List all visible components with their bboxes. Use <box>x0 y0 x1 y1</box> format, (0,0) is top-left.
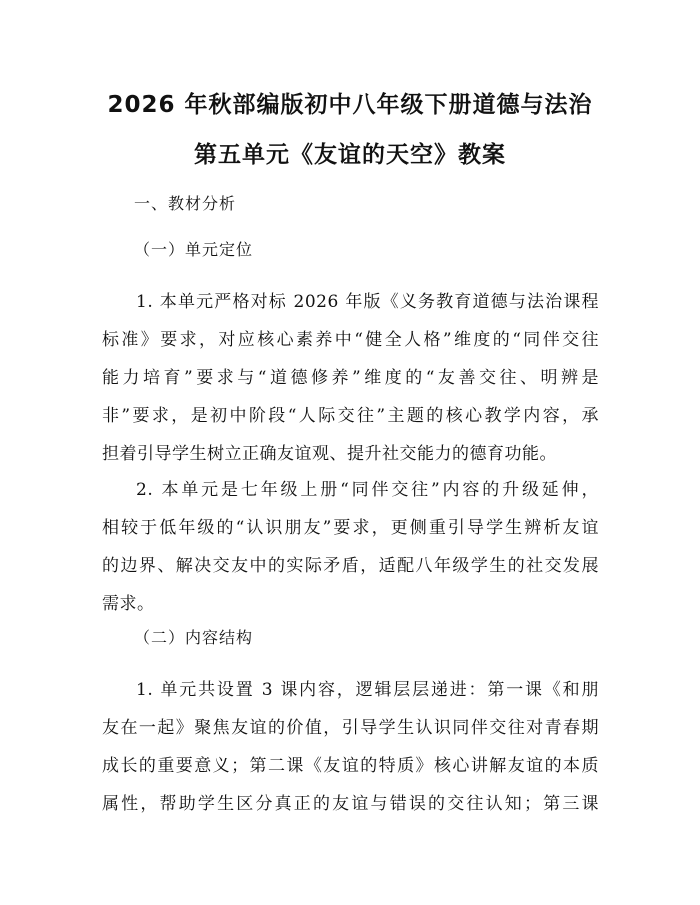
paragraph-line: 友在一起》聚焦友谊的价值，引导学生认识同伴交往对青春期 <box>102 718 599 738</box>
paragraph-line: 相较于低年级的“认识朋友”要求，更侧重引导学生辨析友谊 <box>102 518 599 538</box>
subsection-heading-unit-positioning: （一）单元定位 <box>134 240 254 259</box>
paragraph-unit-positioning-1 <box>102 283 599 473</box>
paragraph-line: 1. 本单元严格对标 2026 年版《义务教育道德与法治课程 <box>136 292 599 312</box>
paragraph-line: 的边界、解决交友中的实际矛盾，适配八年级学生的社交发展 <box>102 556 599 576</box>
paragraph-line: 2. 本单元是七年级上册“同伴交往”内容的升级延伸， <box>136 480 599 500</box>
paragraph-line: 能力培育”要求与“道德修养”维度的“友善交往、明辨是 <box>102 368 599 388</box>
paragraph-line: 标准》要求，对应核心素养中“健全人格”维度的“同伴交往 <box>102 330 599 350</box>
paragraph-line: 1. 单元共设置 3 课内容，逻辑层层递进：第一课《和朋 <box>136 680 599 700</box>
paragraph-line: 担着引导学生树立正确友谊观、提升社交能力的德育功能。 <box>102 444 557 464</box>
subsection-heading-content-structure: （二）内容结构 <box>134 628 254 647</box>
section-heading-textbook-analysis: 一、教材分析 <box>134 194 237 213</box>
paragraph-unit-positioning-2 <box>102 471 599 623</box>
paragraph-line: 属性，帮助学生区分真正的友谊与错误的交往认知；第三课 <box>102 794 599 814</box>
document-title-line-1: 2026 年秋部编版初中八年级下册道德与法治 <box>107 92 593 118</box>
paragraph-content-structure-1 <box>102 671 599 823</box>
paragraph-line: 成长的重要意义；第二课《友谊的特质》核心讲解友谊的本质 <box>102 756 599 776</box>
paragraph-line: 需求。 <box>102 594 155 614</box>
document-title-line-2: 第五单元《友谊的天空》教案 <box>194 142 506 168</box>
paragraph-line: 非”要求，是初中阶段“人际交往”主题的核心教学内容，承 <box>102 406 599 426</box>
